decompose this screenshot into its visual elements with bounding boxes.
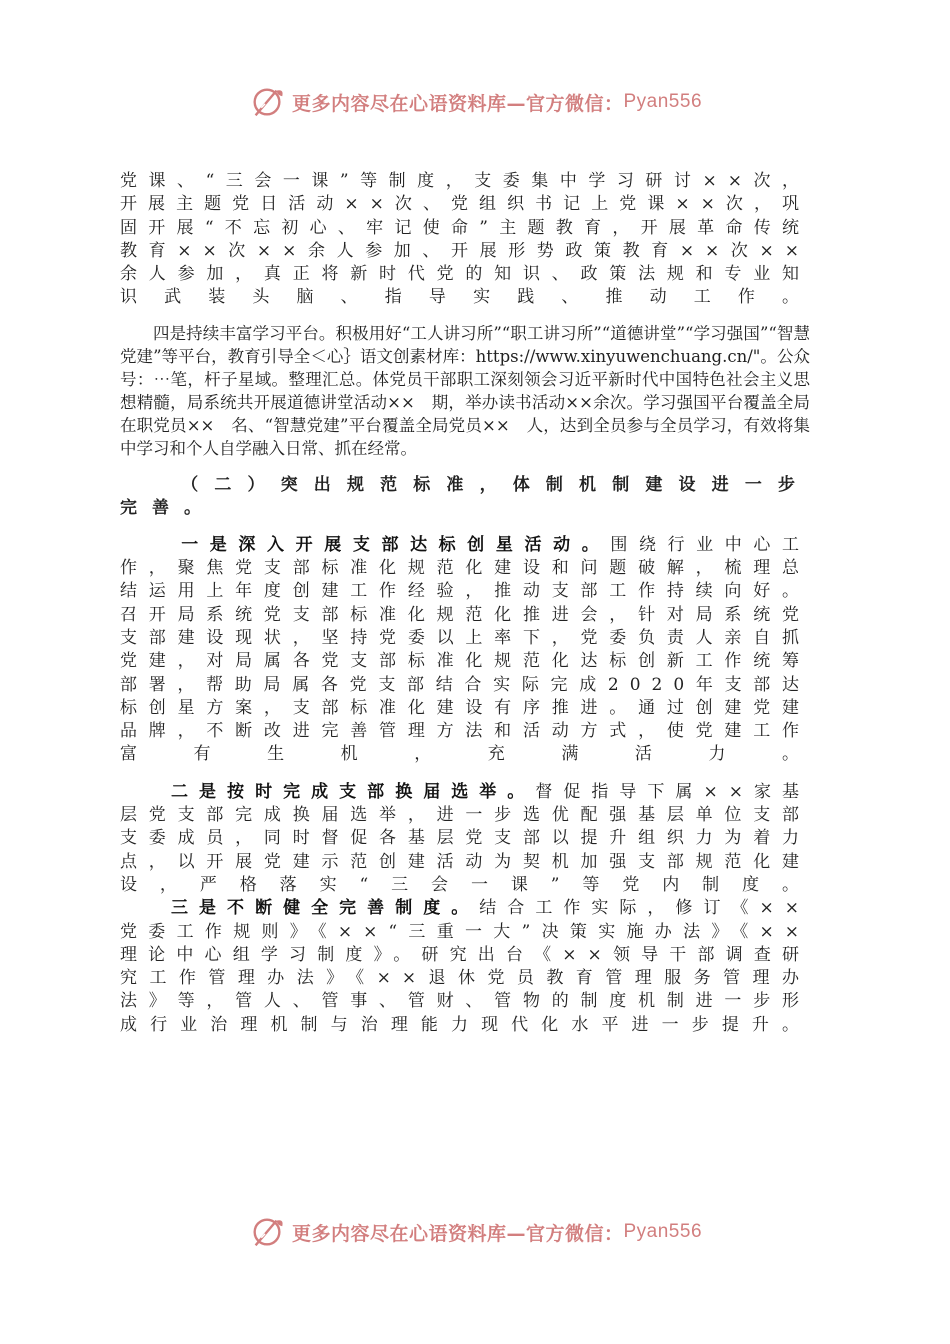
body-branch-election: 督促指导下属××家基层党支部完成换届选举，进一步选优配强基层单位支部支委成员，同时督促各基层党支部以提升组织力为着力点，以开展党建示范创建活动为契机加强支部规范化建设，严格落实“三会一课”等党内制度。 <box>120 781 810 895</box>
lead-branch-standards: 一是深入开展支部达标创星活动。 <box>181 534 611 555</box>
body-branch-standards: 围绕行业中心工作，聚焦党支部标准化规范化建设和问题破解，梳理总结运用上年度创建工作经验，推动支部工作持续向好。召开局系统党支部标准化规范化推进会，针对局系统党支部建设现状，坚持党委以上率下，党委负责人亲自抓党建，对局属各党支部标准化规范化达标创新工作统筹部署，帮助局属各党支部结合实际完成2020年支部达标创星方案，支部标准化建设有序推进。通过创建党建品牌，不断改进完善管理方法和活动方式，使党建工作富有生机，充满活力。 <box>120 534 811 765</box>
section-heading-2: （二）突出规范标准，体制机制建设进一步完善。 <box>120 474 810 518</box>
footer-banner <box>0 1210 950 1254</box>
document-body <box>120 170 810 1037</box>
paragraph-study-activities: 党课、“三会一课”等制度，支委集中学习研讨××次，开展主题党日活动××次、党组织书记上党课××次，巩固开展“不忘初心、牢记使命”主题教育，开展革命传统教育××次××余人参加、开展形势政策教育××次××余人参加，真正将新时代党的知识、政策法规和专业知识武装头脑、指导实践、推动工作。 <box>120 171 810 308</box>
paragraph-branch-election <box>120 781 810 897</box>
paragraph-branch-standards <box>120 534 810 767</box>
header-banner <box>0 80 950 124</box>
banner-text: 更多内容尽在心语资料库—官方微信： <box>291 92 624 115</box>
banner-text: 更多内容尽在心语资料库—官方微信： <box>291 1222 624 1245</box>
quill-logo-icon <box>248 83 286 121</box>
quill-logo-icon <box>248 1213 286 1251</box>
body-rules-improvement: 结合工作实际，修订《××党委工作规则》《××“三重一大”决策实施办法》《××理论中心组学习制度》。研究出台《××领导干部调查研究工作管理办法》《××退休党员教育管理服务管理办法》等，管人、管事、管财、管物的制度机制进一步形成行业治理机制与治理能力现代化水平进一步提升。 <box>120 898 810 1035</box>
paragraph-learning-platform: 四是持续丰富学习平台。积极用好“工人讲习所”“职工讲习所”“道德讲堂”“学习强国”“智慧党建”等平台，教育引导全＜心｝语文创素材库：https://www.xinyuwenchuang.cn/"。公众号：⋯笔，杆子星域。整理汇总。体党员干部职工深刻领会习近平新时代中国特色社会主义思想精髓，局系统共开展道德讲堂活动×× 期，举办读书活动××余次。学习强国平台覆盖全局在职党员×× 名、“智慧党建”平台覆盖全局党员×× 人，达到全员参与全员学习，有效将集中学习和个人自学融入日常、抓在经常。 <box>120 323 810 458</box>
banner-handle: Pyan556 <box>623 1221 703 1242</box>
paragraph-rules-improvement <box>120 897 810 1037</box>
lead-rules-improvement: 三是不断健全完善制度。 <box>171 898 480 919</box>
lead-branch-election: 二是按时完成支部换届选举。 <box>171 781 536 802</box>
banner-handle: Pyan556 <box>623 91 703 112</box>
